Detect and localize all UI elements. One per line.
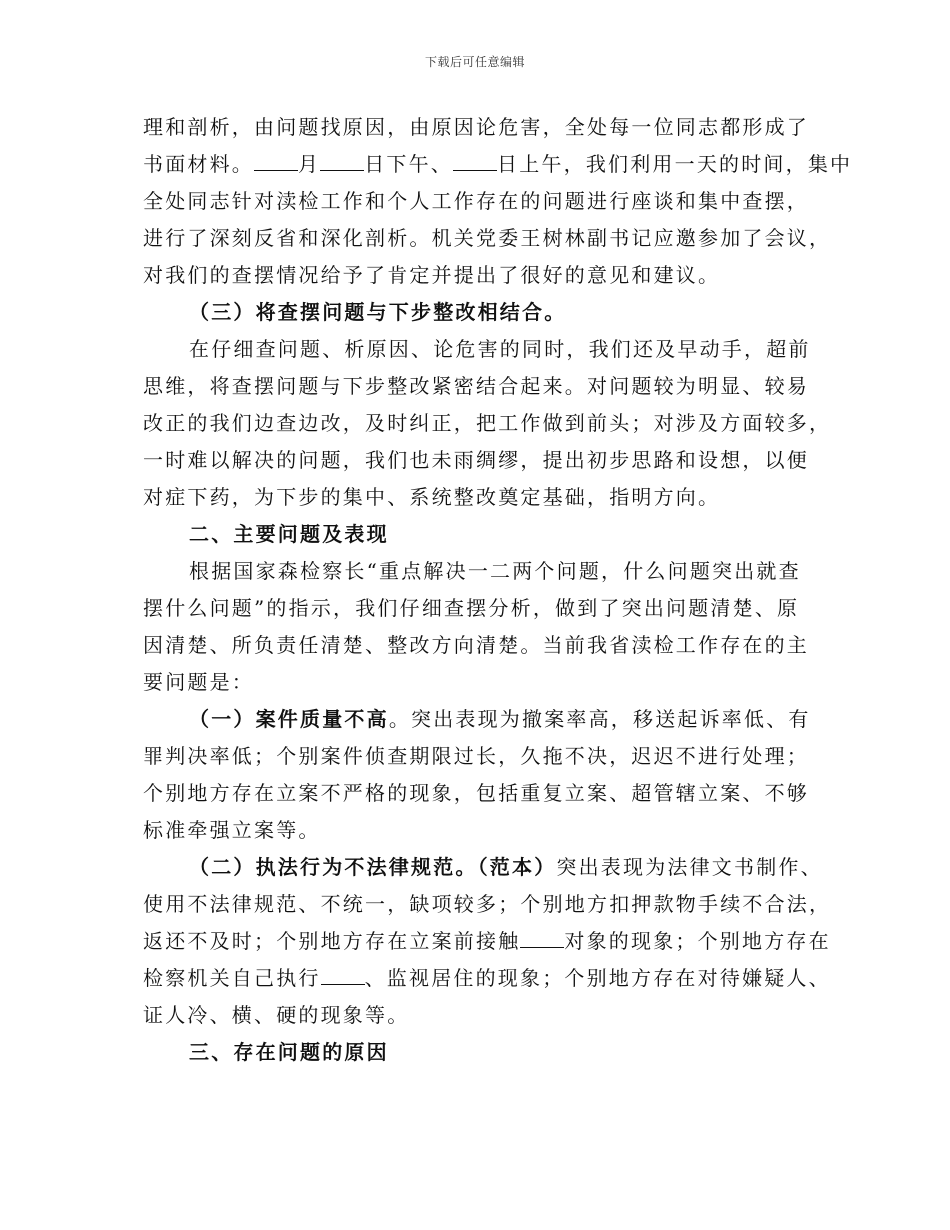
text-span: 月 xyxy=(298,152,321,176)
paragraph-line: 一时难以解决的问题，我们也未雨绸缪，提出初步思路和设想，以便 xyxy=(143,448,809,472)
blank-underline xyxy=(520,927,564,948)
paragraph-line: 证人冷、横、硬的现象等。 xyxy=(143,1003,410,1027)
text-span: 返还不及时；个别地方存在立案前接触 xyxy=(143,929,521,953)
blank-underline xyxy=(453,150,497,171)
paragraph-line xyxy=(143,960,831,997)
paragraph-line: 使用不法律规范、不统一，缺项较多；个别地方扣押款物手续不合法， xyxy=(143,892,832,916)
paragraph-line xyxy=(143,701,823,738)
subheading-inline: （二）执法行为不法律规范。（范本） xyxy=(189,855,557,879)
section-heading: 二、主要问题及表现 xyxy=(189,522,389,546)
paragraph-line: 个别地方存在立案不严格的现象，包括重复立案、超管辖立案、不够 xyxy=(143,781,809,805)
section-heading: 三、存在问题的原因 xyxy=(189,1040,389,1064)
paragraph-line: 进行了深刻反省和深化剖析。机关党委王树林副书记应邀参加了会议， xyxy=(143,226,832,250)
paragraph-line: 全处同志针对渎检工作和个人工作存在的问题进行座谈和集中查摆， xyxy=(143,189,809,213)
section-heading: （三）将查摆问题与下步整改相结合。 xyxy=(189,300,567,324)
text-span: 日上午，我们利用一天的时间，集中 xyxy=(497,152,853,176)
paragraph-line: 要问题是： xyxy=(143,670,254,694)
paragraph-line xyxy=(143,923,831,960)
text-span: 突出表现为法律文书制作、 xyxy=(556,855,823,879)
text-span: 日下午、 xyxy=(364,152,454,176)
blank-underline xyxy=(321,964,365,985)
blank-underline xyxy=(320,150,364,171)
paragraph-line: 罪判决率低；个别案件侦查期限过长，久拖不决，迟迟不进行处理； xyxy=(143,744,809,768)
text-span: 、监视居住的现象；个别地方存在对待嫌疑人、 xyxy=(364,966,831,990)
page-header-note: 下载后可任意编辑 xyxy=(424,55,525,69)
paragraph-line: 对症下药，为下步的集中、系统整改奠定基础，指明方向。 xyxy=(143,485,721,509)
paragraph-line: 标准牵强立案等。 xyxy=(143,818,321,842)
paragraph-line xyxy=(143,849,823,886)
paragraph-line: 理和剖析，由问题找原因，由原因论危害，全处每一位同志都形成了 xyxy=(143,115,809,139)
text-span: 检察机关自己执行 xyxy=(143,966,321,990)
text-span: 对象的现象；个别地方存在 xyxy=(564,929,831,953)
paragraph-line: 根据国家森检察长“重点解决一二两个问题，什么问题突出就查 xyxy=(189,559,801,583)
paragraph-line: 在仔细查问题、析原因、论危害的同时，我们还及早动手，超前 xyxy=(189,337,811,361)
paragraph-line: 改正的我们边查边改，及时纠正，把工作做到前头；对涉及方面较多， xyxy=(143,411,832,435)
paragraph-line xyxy=(143,146,853,183)
blank-underline xyxy=(254,150,298,171)
text-span: 。突出表现为撤案率高，移送起诉率低、有 xyxy=(388,707,811,731)
subheading-inline: （一）案件质量不高 xyxy=(189,707,389,731)
text-span: 书面材料。 xyxy=(143,152,254,176)
paragraph-line: 思维，将查摆问题与下步整改紧密结合起来。对问题较为明显、较易 xyxy=(143,374,809,398)
paragraph-line: 摆什么问题”的指示，我们仔细查摆分析，做到了突出问题清楚、原 xyxy=(143,596,800,620)
paragraph-line: 因清楚、所负责任清楚、整改方向清楚。当前我省渎检工作存在的主 xyxy=(143,633,809,657)
document-body xyxy=(143,109,853,1071)
paragraph-line: 对我们的查摆情况给予了肯定并提出了很好的意见和建议。 xyxy=(143,263,721,287)
